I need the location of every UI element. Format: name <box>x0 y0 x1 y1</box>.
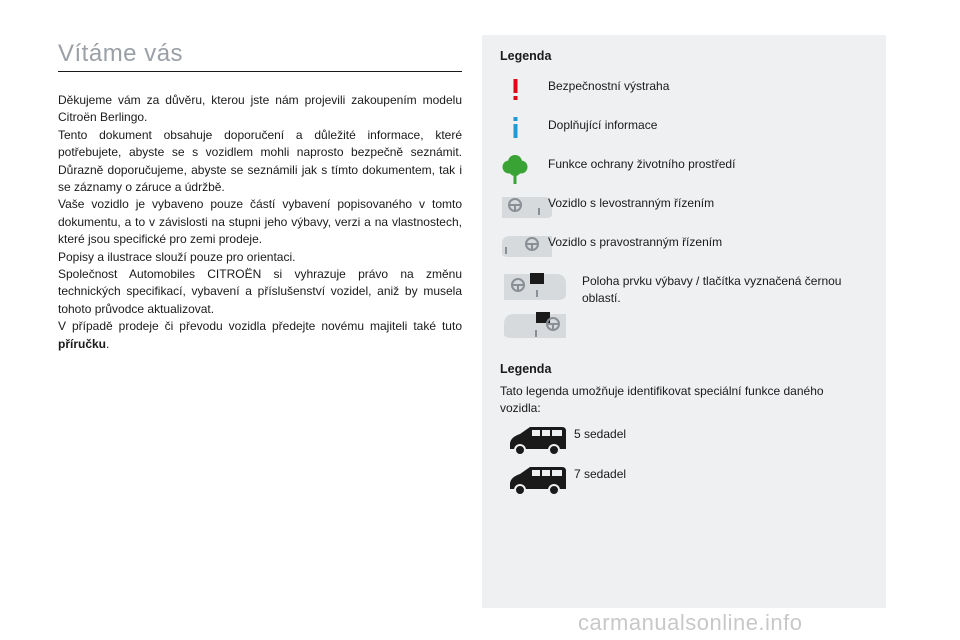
intro-paragraph: Společnost Automobiles CITROËN si vyhrazuje právo na změnu technických specifikací, vybavení a příslušenství vozidel, aniž by musela tohoto průvodce aktualizovat. <box>58 267 462 316</box>
legend-item-label: Funkce ochrany životního prostředí <box>548 157 736 171</box>
title-divider <box>58 71 462 72</box>
page-title: Vítáme vás <box>58 40 184 67</box>
van-7-seats-icon <box>508 463 568 497</box>
legend-item-label: Bezpečnostní výstraha <box>548 79 670 93</box>
legend-item-additional-info <box>500 114 870 144</box>
legend-item-label: 5 sedadel <box>574 427 627 441</box>
legend-item-rhd <box>500 231 870 261</box>
legend-item-label: Vozidlo s levostranným řízením <box>548 196 715 210</box>
legend-title: Legenda <box>500 49 552 63</box>
last-paragraph-text: V případě prodeje či převodu vozidla předejte novému majiteli také tuto <box>58 319 462 334</box>
legend-item-control-position <box>500 270 870 350</box>
legend-description: Tato legenda umožňuje identifikovat speciální funkce daného vozidla: <box>500 384 824 415</box>
legend-item-label: 7 sedadel <box>574 467 627 481</box>
last-paragraph-bold: příručku <box>58 336 107 351</box>
legend-item-label: Vozidlo s pravostranným řízením <box>548 235 723 249</box>
intro-text <box>58 92 462 353</box>
intro-paragraph-last <box>58 318 462 353</box>
control-position-icon <box>500 270 580 350</box>
legend-item-environment <box>500 153 870 183</box>
last-paragraph-suffix: . <box>106 336 110 351</box>
legend-item-lhd <box>500 192 870 222</box>
legend-item-7-seats <box>500 463 870 493</box>
intro-paragraph: Vaše vozidlo je vybaveno pouze částí vybavení popisovaného v tomto dokumentu, a to v závislosti na stupni jeho výbavy, verzi a na vlastnostech, které jsou specifické pro zemi prodeje. <box>58 197 462 247</box>
intro-paragraph: Tento dokument obsahuje doporučení a důležité informace, které potřebujete, abyste se s vozidlem mohli naprosto bezpečně seznámit. Důrazně doporučujeme, abyste se seznámili jak s tímto dokumentem, tak i se záznamy o záruce a údržbě. <box>58 127 462 195</box>
legend-item-label: Poloha prvku výbavy / tlačítka vyznačená černou oblastí. <box>582 274 842 305</box>
intro-paragraph: Popisy a ilustrace slouží pouze pro orientaci. <box>58 249 296 264</box>
legend-panel <box>482 35 886 608</box>
legend-item-5-seats <box>500 423 870 453</box>
van-5-seats-icon <box>508 423 568 457</box>
intro-paragraph: Děkujeme vám za důvěru, kterou jste nám projevili zakoupením modelu Citroën Berlingo. <box>58 93 462 125</box>
legend-item-label: Doplňující informace <box>548 118 658 132</box>
watermark: carmanualsonline.info <box>578 610 803 635</box>
legend-item-safety-warning <box>500 75 870 105</box>
legend-title-2: Legenda <box>500 362 552 376</box>
